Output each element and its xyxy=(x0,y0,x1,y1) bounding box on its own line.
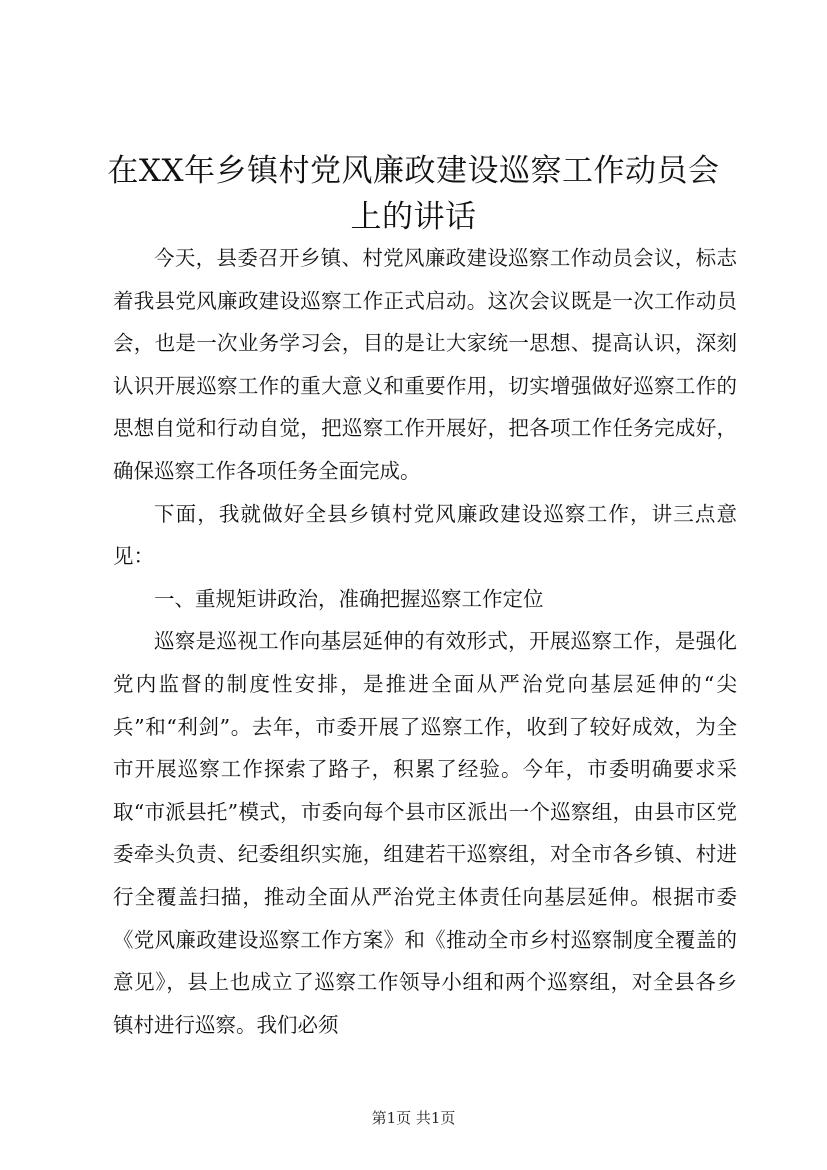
page-footer: 第1页 共1页 xyxy=(371,1109,456,1127)
section-heading-1: 一、重规矩讲政治，准确把握巡察工作定位 xyxy=(154,586,544,611)
paragraph-intro: 今天，县委召开乡镇、村党风廉政建设巡察工作动员会议，标志着我县党风廉政建设巡察工作正式启动。这次会议既是一次工作动员会，也是一次业务学习会，目的是让大家统一思想、提高认识，深刻认识开展巡察工作的重大意义和重要作用，切实增强做好巡察工作的思想自觉和行动自觉，把巡察工作开展好，把各项工作任务完成好，确保巡察工作各项任务全面完成。 xyxy=(113,246,737,483)
document-title-line-1: 在XX年乡镇村党风廉政建设巡察工作动员会 xyxy=(107,153,720,189)
document-body xyxy=(113,237,737,1046)
paragraph-section-1: 巡察是巡视工作向基层延伸的有效形式，开展巡察工作，是强化党内监督的制度性安排，是推进全面从严治党向基层延伸的“尖兵”和“利剑”。去年，市委开展了巡察工作，收到了较好成效，为全市开展巡察工作探索了路子，积累了经验。今年，市委明确要求采取“市派县托”模式，市委向每个县市区派出一个巡察组，由县市区党委牵头负责、纪委组织实施，组建若干巡察组，对全市各乡镇、村进行全覆盖扫描，推动全面从严治党主体责任向基层延伸。根据市委《党风廉政建设巡察工作方案》和《推动全市乡村巡察制度全覆盖的意见》，县上也成立了巡察工作领导小组和两个巡察组，对全县各乡镇村进行巡察。我们必须 xyxy=(113,629,737,1037)
document-title-line-2: 上的讲话 xyxy=(350,199,477,235)
paragraph-opinions-lead: 下面，我就做好全县乡镇村党风廉政建设巡察工作，讲三点意见： xyxy=(113,501,737,569)
